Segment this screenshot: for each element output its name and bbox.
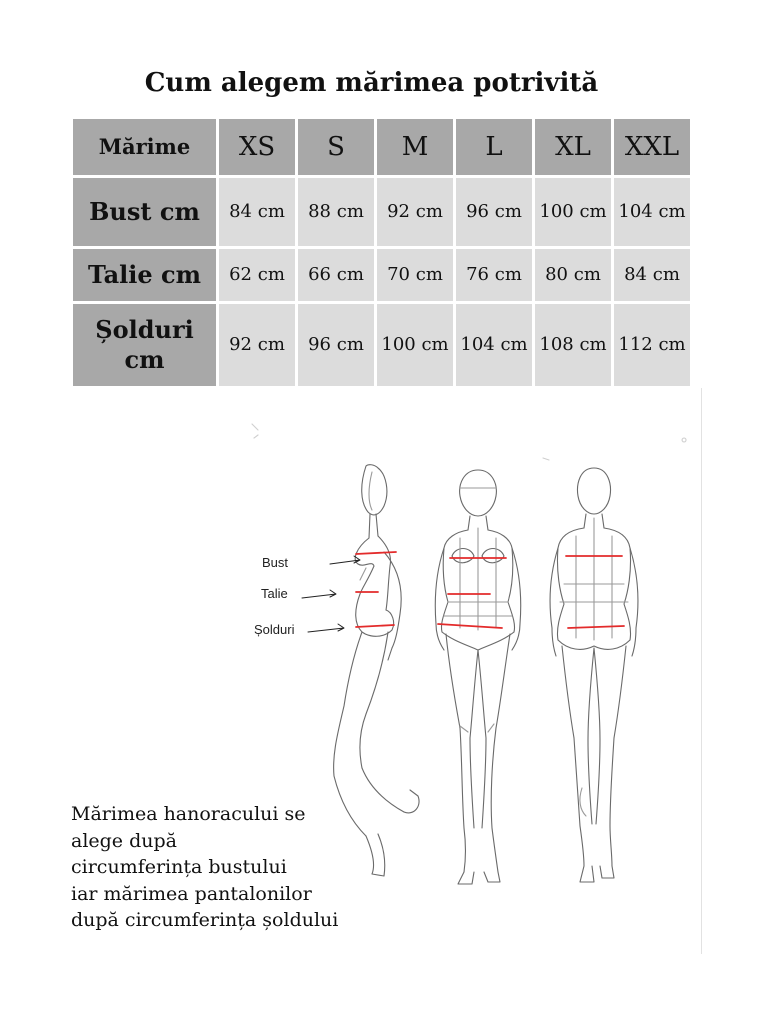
header-size-xl: XL [535,119,611,175]
side-hips-line [356,625,394,627]
note-line: după circumferința șoldului [71,909,339,931]
cell-waist-xs: 62 cm [219,249,295,301]
cell-waist-xl: 80 cm [535,249,611,301]
hips-arrow-icon [308,624,344,632]
cell-hips-s: 96 cm [298,304,374,386]
size-chart-table [70,116,693,389]
table-row-bust [73,178,690,246]
cell-bust-xxl: 104 cm [614,178,690,246]
cell-waist-xxl: 84 cm [614,249,690,301]
label-hips: Șolduri [254,622,295,637]
row-label-hips: Șolduri cm [73,304,216,386]
cell-hips-xl: 108 cm [535,304,611,386]
table-row-waist [73,249,690,301]
cell-hips-l: 104 cm [456,304,532,386]
header-size-l: L [456,119,532,175]
label-bust: Bust [262,555,289,570]
waist-arrow-icon [302,590,336,598]
cell-waist-m: 70 cm [377,249,453,301]
header-size-xxl: XXL [614,119,690,175]
cell-bust-xs: 84 cm [219,178,295,246]
header-size-label: Mărime [73,119,216,175]
cell-hips-m: 100 cm [377,304,453,386]
cell-bust-l: 96 cm [456,178,532,246]
table-row-hips [73,304,690,386]
cell-waist-l: 76 cm [456,249,532,301]
figure-border [701,388,702,954]
cell-waist-s: 66 cm [298,249,374,301]
table-header-row [73,119,690,175]
label-arrows [302,556,360,632]
front-hips-line [438,624,502,628]
header-size-m: M [377,119,453,175]
note-line: alege după [71,829,177,852]
header-size-s: S [298,119,374,175]
label-waist: Talie [261,586,288,601]
note-line: iar mărimea pantalonilor [71,882,312,905]
header-size-xs: XS [219,119,295,175]
cell-hips-xs: 92 cm [219,304,295,386]
row-label-waist: Talie cm [73,249,216,301]
cell-bust-xl: 100 cm [535,178,611,246]
front-view-figure [435,470,520,884]
back-view-figure [550,468,638,882]
faint-marks [252,424,686,460]
page-title: Cum alegem mărimea potrivită [144,68,599,98]
size-advice-note [71,801,371,934]
cell-hips-xxl: 112 cm [614,304,690,386]
cell-bust-s: 88 cm [298,178,374,246]
row-label-bust: Bust cm [73,178,216,246]
cell-bust-m: 92 cm [377,178,453,246]
note-line: Mărimea hanoracului se [71,803,306,825]
note-line: circumferința bustului [71,856,287,878]
